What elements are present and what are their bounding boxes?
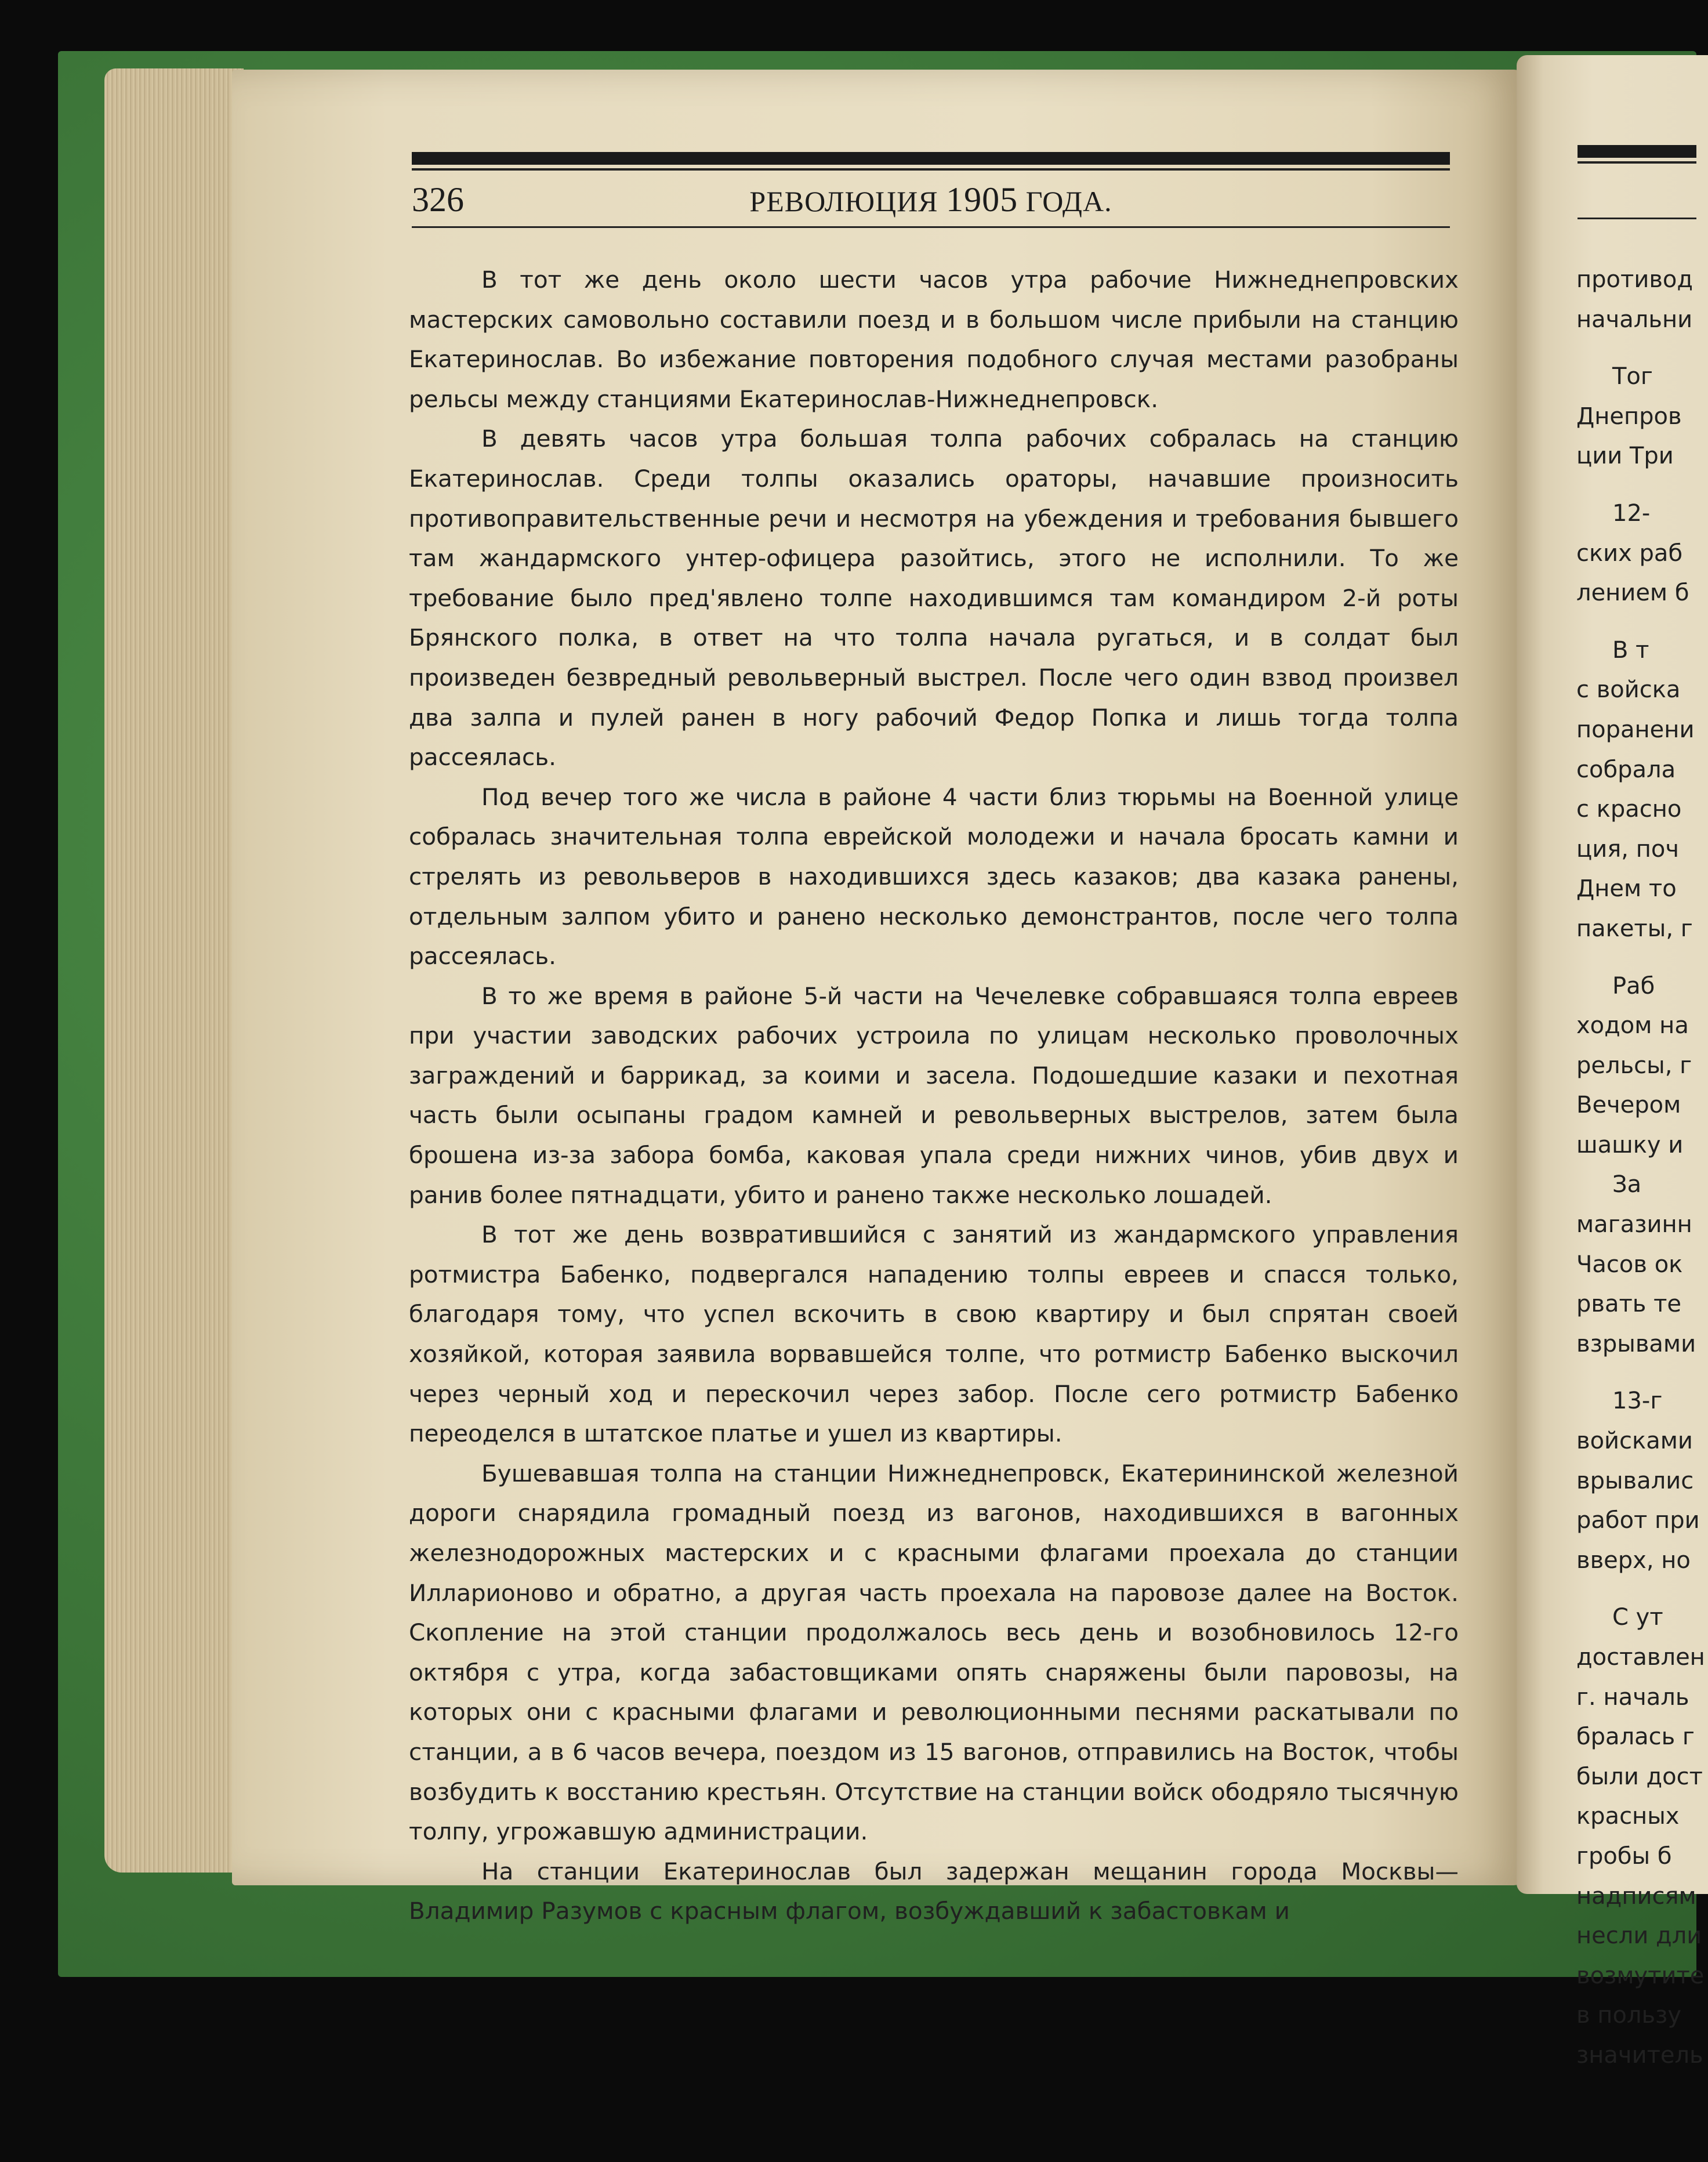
right-page-line: Днепров — [1576, 403, 1682, 430]
right-page-line: магазинн — [1576, 1211, 1692, 1238]
right-page-line: были дост — [1576, 1763, 1703, 1790]
line-gap — [1576, 613, 1704, 631]
right-page-line: в пользу — [1576, 2002, 1681, 2029]
right-page-line: пакеты, г — [1576, 915, 1693, 942]
right-header-rule-top-thin — [1578, 161, 1696, 164]
right-page-line: За — [1612, 1171, 1642, 1198]
right-page-line: 12- — [1612, 499, 1651, 527]
running-head — [412, 174, 1450, 238]
page-number: 326 — [412, 180, 464, 219]
right-page-line: поранени — [1576, 716, 1695, 743]
right-page-line: взрывами — [1576, 1330, 1696, 1357]
right-page-text — [1576, 260, 1705, 2069]
paragraph: Бушевавшая толпа на станции Нижнеднепровск, Екатерининской железной дороги снарядила громадный поезд из вагонов, находившихся в вагонных железнодорожных мастерских и с красными флагами проехала до станции Илларионово и обратно, а другая часть проехала на паровозе далее на Восток. Скопление на этой станции продолжалось весь день и возобновилось 12-го октября с утра, когда забастовщиками опять снаряжены были паровозы, на которых они с красными флагами и революционными песнями раскатывали по станции, а в 6 часов вечера, поездом из 15 вагонов, отправились на Восток, чтобы возбудить к восстанию крестьян. Отсутствие на станции войск ободряло тысячную толпу, угрожавшую администрации. — [409, 1459, 1459, 1846]
right-page-line: врывалис — [1576, 1467, 1694, 1494]
right-page-line: Раб — [1612, 972, 1655, 999]
line-gap — [1576, 1580, 1704, 1598]
line-gap — [1576, 339, 1704, 357]
line-gap — [1576, 1364, 1704, 1381]
right-page-line: начальни — [1576, 306, 1693, 333]
right-page-line: войсками — [1576, 1428, 1693, 1455]
paragraph: На станции Екатеринослав был задержан мещанин города Москвы— Владимир Разумов с красным флагом, возбуждавший к забастовкам и — [409, 1857, 1459, 1925]
right-page-line: рельсы, г — [1576, 1052, 1692, 1079]
right-page-line: работ при — [1576, 1507, 1700, 1534]
paragraph: В тот же день около шести часов утра рабочие Нижнеднепровских мастерских самовольно составили поезд и в большом числе прибыли на станцию Екатеринослав. Во избежание повторения подобного случая местами разобраны рельсы между станциями Екатеринослав-Нижнеднепровск. — [409, 266, 1459, 413]
line-gap — [1576, 476, 1704, 494]
right-page-line: возмутите — [1576, 1962, 1705, 1989]
header-rule-top-thin — [412, 168, 1450, 171]
right-page-line: Днем то — [1576, 875, 1677, 903]
line-gap — [1576, 949, 1704, 966]
right-page-line: несли дли — [1576, 1922, 1702, 1950]
right-header-rule-bottom — [1578, 218, 1696, 219]
right-page-line: Часов ок — [1576, 1251, 1683, 1278]
right-page-line: Вечером — [1576, 1092, 1681, 1119]
running-title-year: 1905 — [946, 180, 1018, 219]
header-rule-top — [412, 152, 1450, 165]
right-page-line: бралась г — [1576, 1723, 1695, 1751]
running-title — [412, 180, 1450, 220]
right-page-line: ходом на — [1576, 1012, 1689, 1040]
running-title-part1: РЕВОЛЮЦИЯ — [749, 185, 938, 218]
right-page-line: 13-г — [1612, 1388, 1663, 1415]
right-header-rule-top — [1578, 145, 1696, 158]
right-page-line: значитель — [1576, 2041, 1703, 2069]
running-title-part2: ГОДА. — [1025, 185, 1112, 218]
right-page-line: ских раб — [1576, 539, 1683, 567]
right-page-line: надписям — [1576, 1882, 1696, 1910]
right-page-line: лением б — [1576, 580, 1689, 607]
paragraph: В девять часов утра большая толпа рабочих собралась на станцию Екатеринослав. Среди толпы оказались ораторы, начавшие произносить противоправительственные речи и несмотря на убеждения и требования бывшего там жандармского унтер-офицера разойтись, этого не исполнили. То же требование было пред'явлено толпе находившимся там командиром 2-й роты Брянского полка, в ответ на что толпа начала ругаться, и в солдат был произведен безвредный револьверный выстрел. После чего один взвод произвел два залпа и пулей ранен в ногу рабочий Федор Попка и лишь тогда толпа рассеялась. — [409, 425, 1459, 772]
right-page-line: доставлен — [1576, 1644, 1705, 1671]
right-page-line: противод — [1576, 266, 1694, 293]
page-edges — [104, 68, 244, 1873]
right-page-line: С ут — [1612, 1604, 1663, 1631]
right-page-line: г. началь — [1576, 1683, 1689, 1711]
right-page-line: рвать те — [1576, 1291, 1681, 1318]
right-page-line: с войска — [1576, 676, 1681, 704]
paragraph: Под вечер того же числа в районе 4 части близ тюрьмы на Военной улице собралась значительная толпа еврейской молодежи и начала бросать камни и стрелять из револьверов в находившихся здесь казаков; два казака ранены, отдельным залпом убито и ранено несколько демонстрантов, после чего толпа рассеялась. — [409, 783, 1459, 970]
right-page-line: с красно — [1576, 796, 1682, 823]
right-page-line: собрала — [1576, 756, 1676, 783]
right-page-line: вверх, но — [1576, 1547, 1691, 1574]
right-page-line: ции Три — [1576, 443, 1674, 470]
right-page-line: шашку и — [1576, 1131, 1684, 1158]
main-text — [409, 260, 1459, 1931]
paragraph: В тот же день возвратившийся с занятий из жандармского управления ротмистра Бабенко, подвергался нападению толпы евреев и спасся только, благодаря тому, что успел вскочить в свою квартиру и был спрятан своей хозяйкой, которая заявила ворвавшейся толпе, что ротмистр Бабенко выскочил через черный ход и перескочил через забор. После сего ротмистр Бабенко переоделся в штатское платье и ушел из квартиры. — [409, 1221, 1459, 1448]
right-page-line: В т — [1612, 636, 1649, 664]
right-page-line: ция, поч — [1576, 835, 1679, 863]
right-page-line: гробы б — [1576, 1842, 1672, 1870]
right-page-line: красных — [1576, 1803, 1680, 1830]
paragraph: В то же время в районе 5-й части на Чечелевке собравшаяся толпа евреев при участии заводских рабочих устроила по улицам несколько проволочных заграждений и баррикад, за коими и засела. Подошедшие казаки и пехотная часть были осыпаны градом камней и револьверных выстрелов, затем была брошена из-за забора бомба, каковая упала среди нижних чинов, убив двух и ранив более пятнадцати, убито и ранено также несколько лошадей. — [409, 982, 1459, 1209]
right-page-line: Тог — [1612, 363, 1653, 390]
